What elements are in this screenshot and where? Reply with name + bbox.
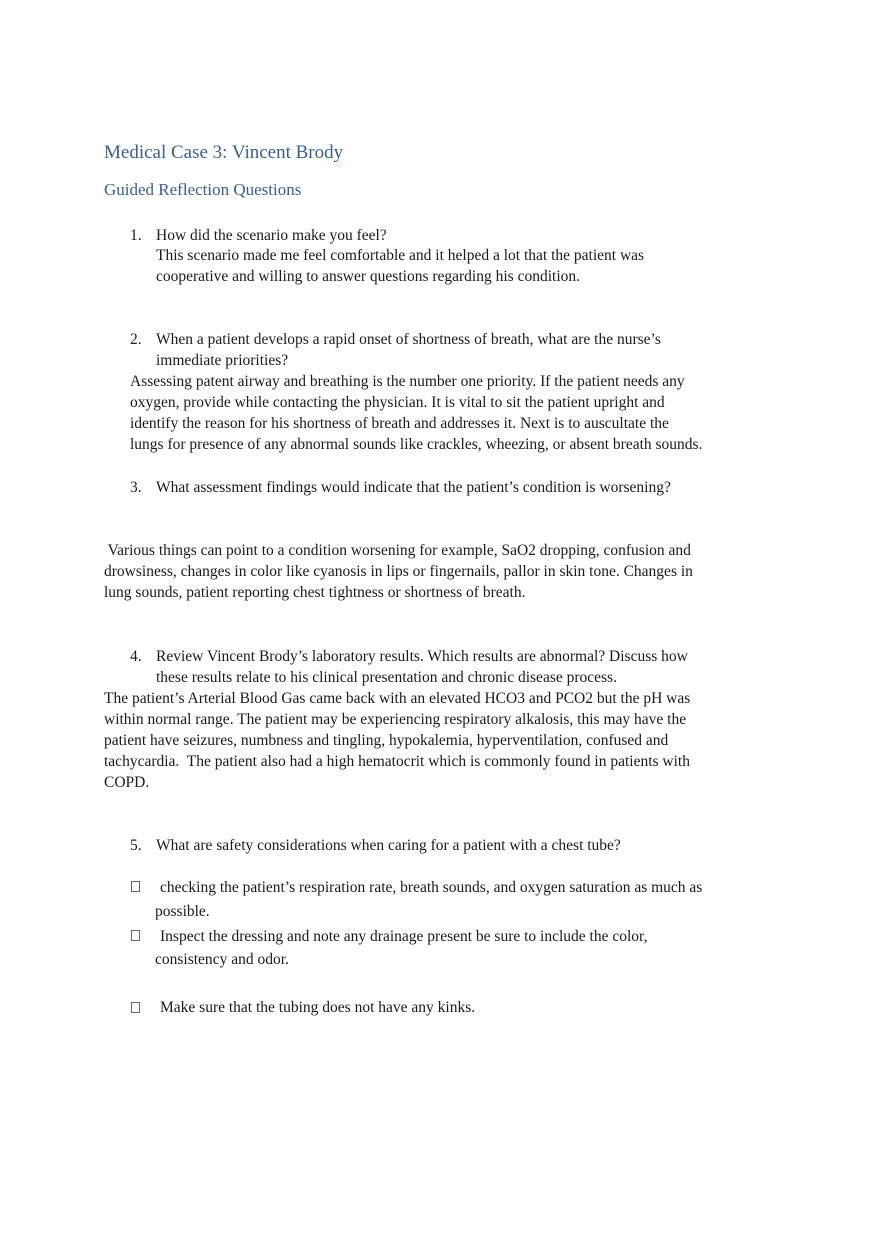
page-title: Medical Case 3: Vincent Brody [104,142,344,163]
answer-line: Various things can point to a condition worsening for example, SaO2 dropping, confusion and [104,542,691,559]
question-number: 4. [130,648,142,665]
answer-line: Assessing patent airway and breathing is the number one priority. If the patient needs any [130,373,685,390]
bullet-item: consistency and odor. [155,951,289,968]
answer-line: tachycardia. The patient also had a high hematocrit which is commonly found in patients with [104,753,690,770]
question-text: What assessment findings would indicate that the patient’s condition is worsening? [156,479,671,496]
bullet-item: possible. [155,903,210,920]
bullet-item: checking the patient’s respiration rate, breath sounds, and oxygen saturation as much as [160,879,703,896]
question-text: Review Vincent Brody’s laboratory results. Which results are abnormal? Discuss how [156,648,688,665]
answer-line: oxygen, provide while contacting the physician. It is vital to sit the patient upright and [130,394,665,411]
answer-line: drowsiness, changes in color like cyanosis in lips or fingernails, pallor in skin tone. Changes in [104,563,693,580]
question-number: 3. [130,479,142,496]
bullet-item: Make sure that the tubing does not have any kinks. [160,999,476,1016]
question-number: 5. [130,837,142,854]
answer-line: The patient’s Arterial Blood Gas came back with an elevated HCO3 and PCO2 but the pH was [104,690,691,707]
bullet-box-icon [131,1002,140,1013]
question-number: 1. [130,227,142,244]
question-text: How did the scenario make you feel? [156,227,387,244]
answer-line: patient have seizures, numbness and tingling, hypokalemia, hyperventilation, confused and [104,732,669,749]
question-text: immediate priorities? [156,352,289,369]
question-text: these results relate to his clinical presentation and chronic disease process. [156,669,617,686]
page-subtitle: Guided Reflection Questions [104,180,302,199]
answer-line: identify the reason for his shortness of breath and addresses it. Next is to auscultate the [130,415,669,432]
answer-line: cooperative and willing to answer questions regarding his condition. [156,268,581,285]
bullet-box-icon [131,881,140,892]
answer-line: lungs for presence of any abnormal sounds like crackles, wheezing, or absent breath sounds. [130,436,703,453]
bullet-box-icon [131,930,140,941]
question-number: 2. [130,331,142,348]
question-text: When a patient develops a rapid onset of shortness of breath, what are the nurse’s [156,331,661,348]
answer-line: This scenario made me feel comfortable and it helped a lot that the patient was [156,247,645,264]
answer-line: lung sounds, patient reporting chest tightness or shortness of breath. [104,584,526,601]
answer-line: COPD. [104,774,150,791]
bullet-item: Inspect the dressing and note any drainage present be sure to include the color, [160,928,648,945]
answer-line: within normal range. The patient may be experiencing respiratory alkalosis, this may have the [104,711,687,728]
question-text: What are safety considerations when caring for a patient with a chest tube? [156,837,621,854]
